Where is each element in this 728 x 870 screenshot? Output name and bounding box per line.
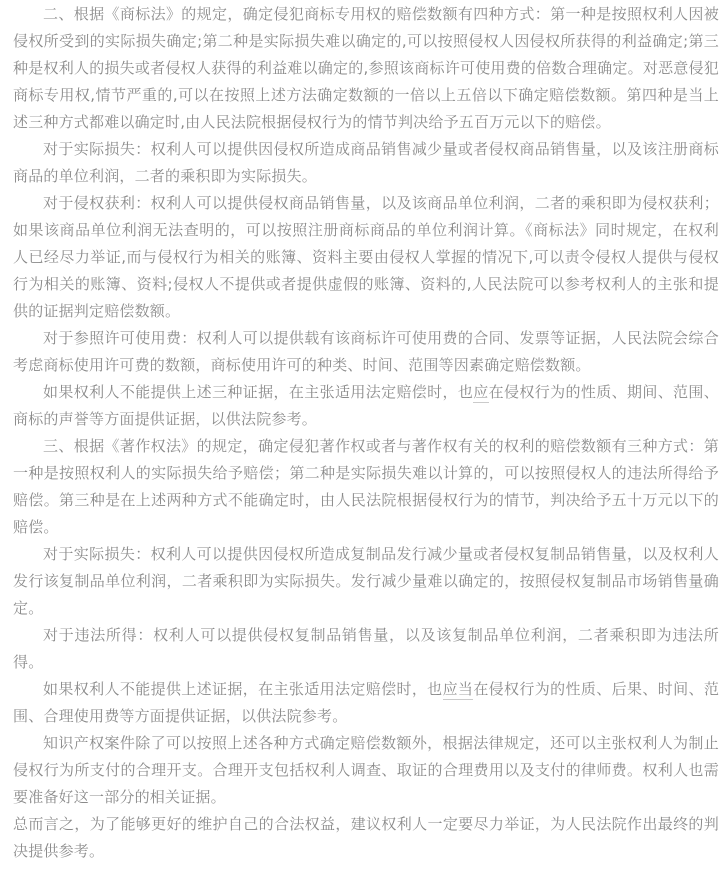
text-run: 对于参照许可使用费：权利人可以提供载有该商标许可使用费的合同、发票等证据，人民法院会综合考虑商标使用许可费的数额，商标使用许可的种类、时间、范围等因素确定赔偿数额。 [13,329,719,374]
text-run: 在侵权行为的性质、后果、时间、范围、合理使用费等方面提供证据，以供法院参考。 [13,680,720,725]
text-run: 对于侵权获利：权利人可以提供侵权商品销售量，以及该商品单位利润，二者的乘积即为侵权获利；如果该商品单位利润无法查明的，可以按照注册商标商品的单位利润计算。《商标法》同时规定，在权利人已经尽力举证,而与侵权行为相关的账簿、资料主要由侵权人掌握的情况下,可以责令侵权人提供与侵权行为相关的账簿、资料;侵权人不提供或者提供虚假的账簿、资料的,人民法院可以参考权利人的主张和提供的证据判定赔偿数额。 [13,194,719,320]
paragraph [13,325,719,379]
text-run: 在侵权行为的性质、期间、范围、商标的声誉等方面提供证据，以供法院参考。 [13,383,719,428]
text-run: 对于实际损失：权利人可以提供因侵权所造成商品销售减少量或者侵权商品销售量，以及该注册商标商品的单位利润，二者的乘积即为实际损失。 [13,140,719,185]
paragraph [13,541,719,622]
paragraph [13,622,719,676]
text-run: 总而言之，为了能够更好的维护自己的合法权益，建议权利人一定要尽力举证，为人民法院作出最终的判决提供参考。 [13,815,719,860]
text-run: 如果权利人不能提供上述三种证据，在主张适用法定赔偿时，也 [43,383,474,401]
text-run: 二、根据《商标法》的规定，确定侵犯商标专用权的赔偿数额有四种方式：第一种是按照权利人因被侵权所受到的实际损失确定;第二种是实际损失难以确定的,可以按照侵权人因侵权所获得的利益确定;第三种是权利人的损失或者侵权人获得的利益难以确定的,参照该商标许可使用费的倍数合理确定。对恶意侵犯商标专用权,情节严重的,可以在按照上述方法确定数额的一倍以上五倍以下确定赔偿数额。第四种是当上述三种方式都难以确定时,由人民法院根据侵权行为的情节判决给予五百万元以下的赔偿。 [13,5,719,131]
grammar-underlined-text: 应当 [442,680,474,698]
paragraph [13,811,719,865]
paragraph [13,676,719,730]
paragraph [13,433,719,541]
paragraph [13,730,719,811]
text-run: 知识产权案件除了可以按照上述各种方式确定赔偿数额外，根据法律规定，还可以主张权利人为制止侵权行为所支付的合理开支。合理开支包括权利人调查、取证的合理费用以及支付的律师费。权利人也需要准备好这一部分的相关证据。 [13,734,719,806]
text-run: 如果权利人不能提供上述证据，在主张适用法定赔偿时，也 [43,680,443,698]
text-run: 三、根据《著作权法》的规定，确定侵犯著作权或者与著作权有关的权利的赔偿数额有三种方式：第一种是按照权利人的实际损失给予赔偿；第二种是实际损失难以计算的，可以按照侵权人的违法所得给予赔偿。第三种是在上述两种方式不能确定时，由人民法院根据侵权行为的情节，判决给予五十万元以下的赔偿。 [13,437,719,536]
text-run: 对于违法所得：权利人可以提供侵权复制品销售量，以及该复制品单位利润，二者乘积即为违法所得。 [13,626,719,671]
text-run: 对于实际损失：权利人可以提供因侵权所造成复制品发行减少量或者侵权复制品销售量，以及权利人发行该复制品单位利润，二者乘积即为实际损失。发行减少量难以确定的，按照侵权复制品市场销售量确定。 [13,545,719,617]
paragraph [13,1,719,136]
paragraph [13,379,719,433]
paragraph [13,190,719,325]
grammar-underlined-text: 应 [473,383,489,401]
paragraph [13,136,719,190]
